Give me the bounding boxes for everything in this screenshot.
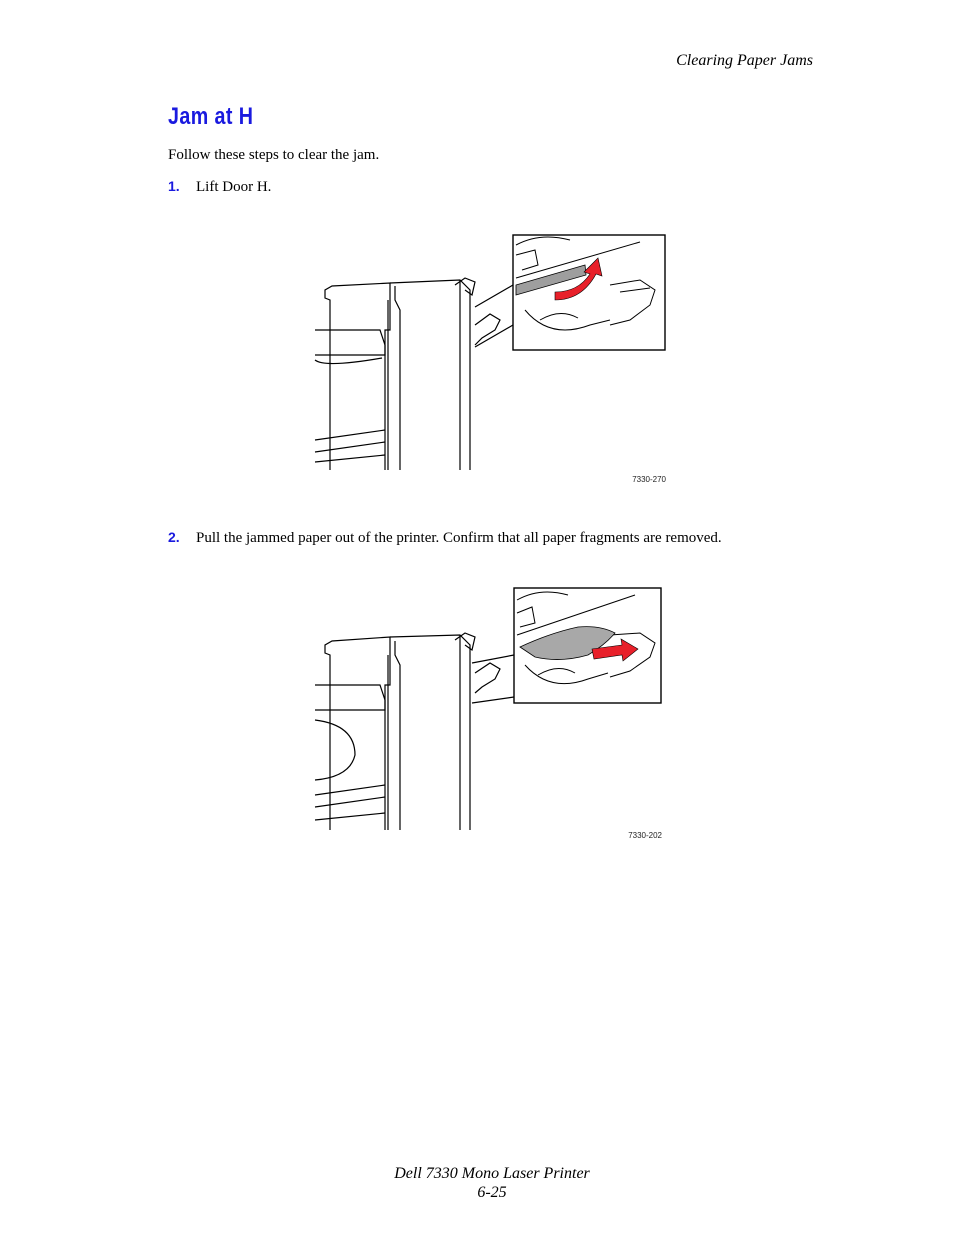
figure-pull-jammed-paper — [310, 585, 670, 845]
running-head: Clearing Paper Jams — [676, 52, 813, 69]
step-number: 2. — [168, 529, 180, 545]
figure-lift-door-h — [310, 230, 670, 490]
step-text: Pull the jammed paper out of the printer. Confirm that all paper fragments are removed. — [196, 530, 722, 546]
footer-page-number: 6-25 — [477, 1184, 507, 1201]
printer-jam-illustration — [310, 585, 670, 845]
footer-product: Dell 7330 Mono Laser Printer — [394, 1165, 590, 1182]
step-text: Lift Door H. — [196, 179, 272, 195]
figure-code: 7330-270 — [632, 475, 666, 484]
step-number: 1. — [168, 178, 180, 194]
page-footer — [0, 1164, 954, 1202]
figure-code: 7330-202 — [628, 831, 662, 840]
step-1 — [168, 178, 271, 196]
printer-door-illustration — [310, 230, 670, 490]
step-2 — [168, 529, 722, 547]
intro-text: Follow these steps to clear the jam. — [168, 147, 380, 163]
page-title: Jam at H — [168, 103, 254, 130]
